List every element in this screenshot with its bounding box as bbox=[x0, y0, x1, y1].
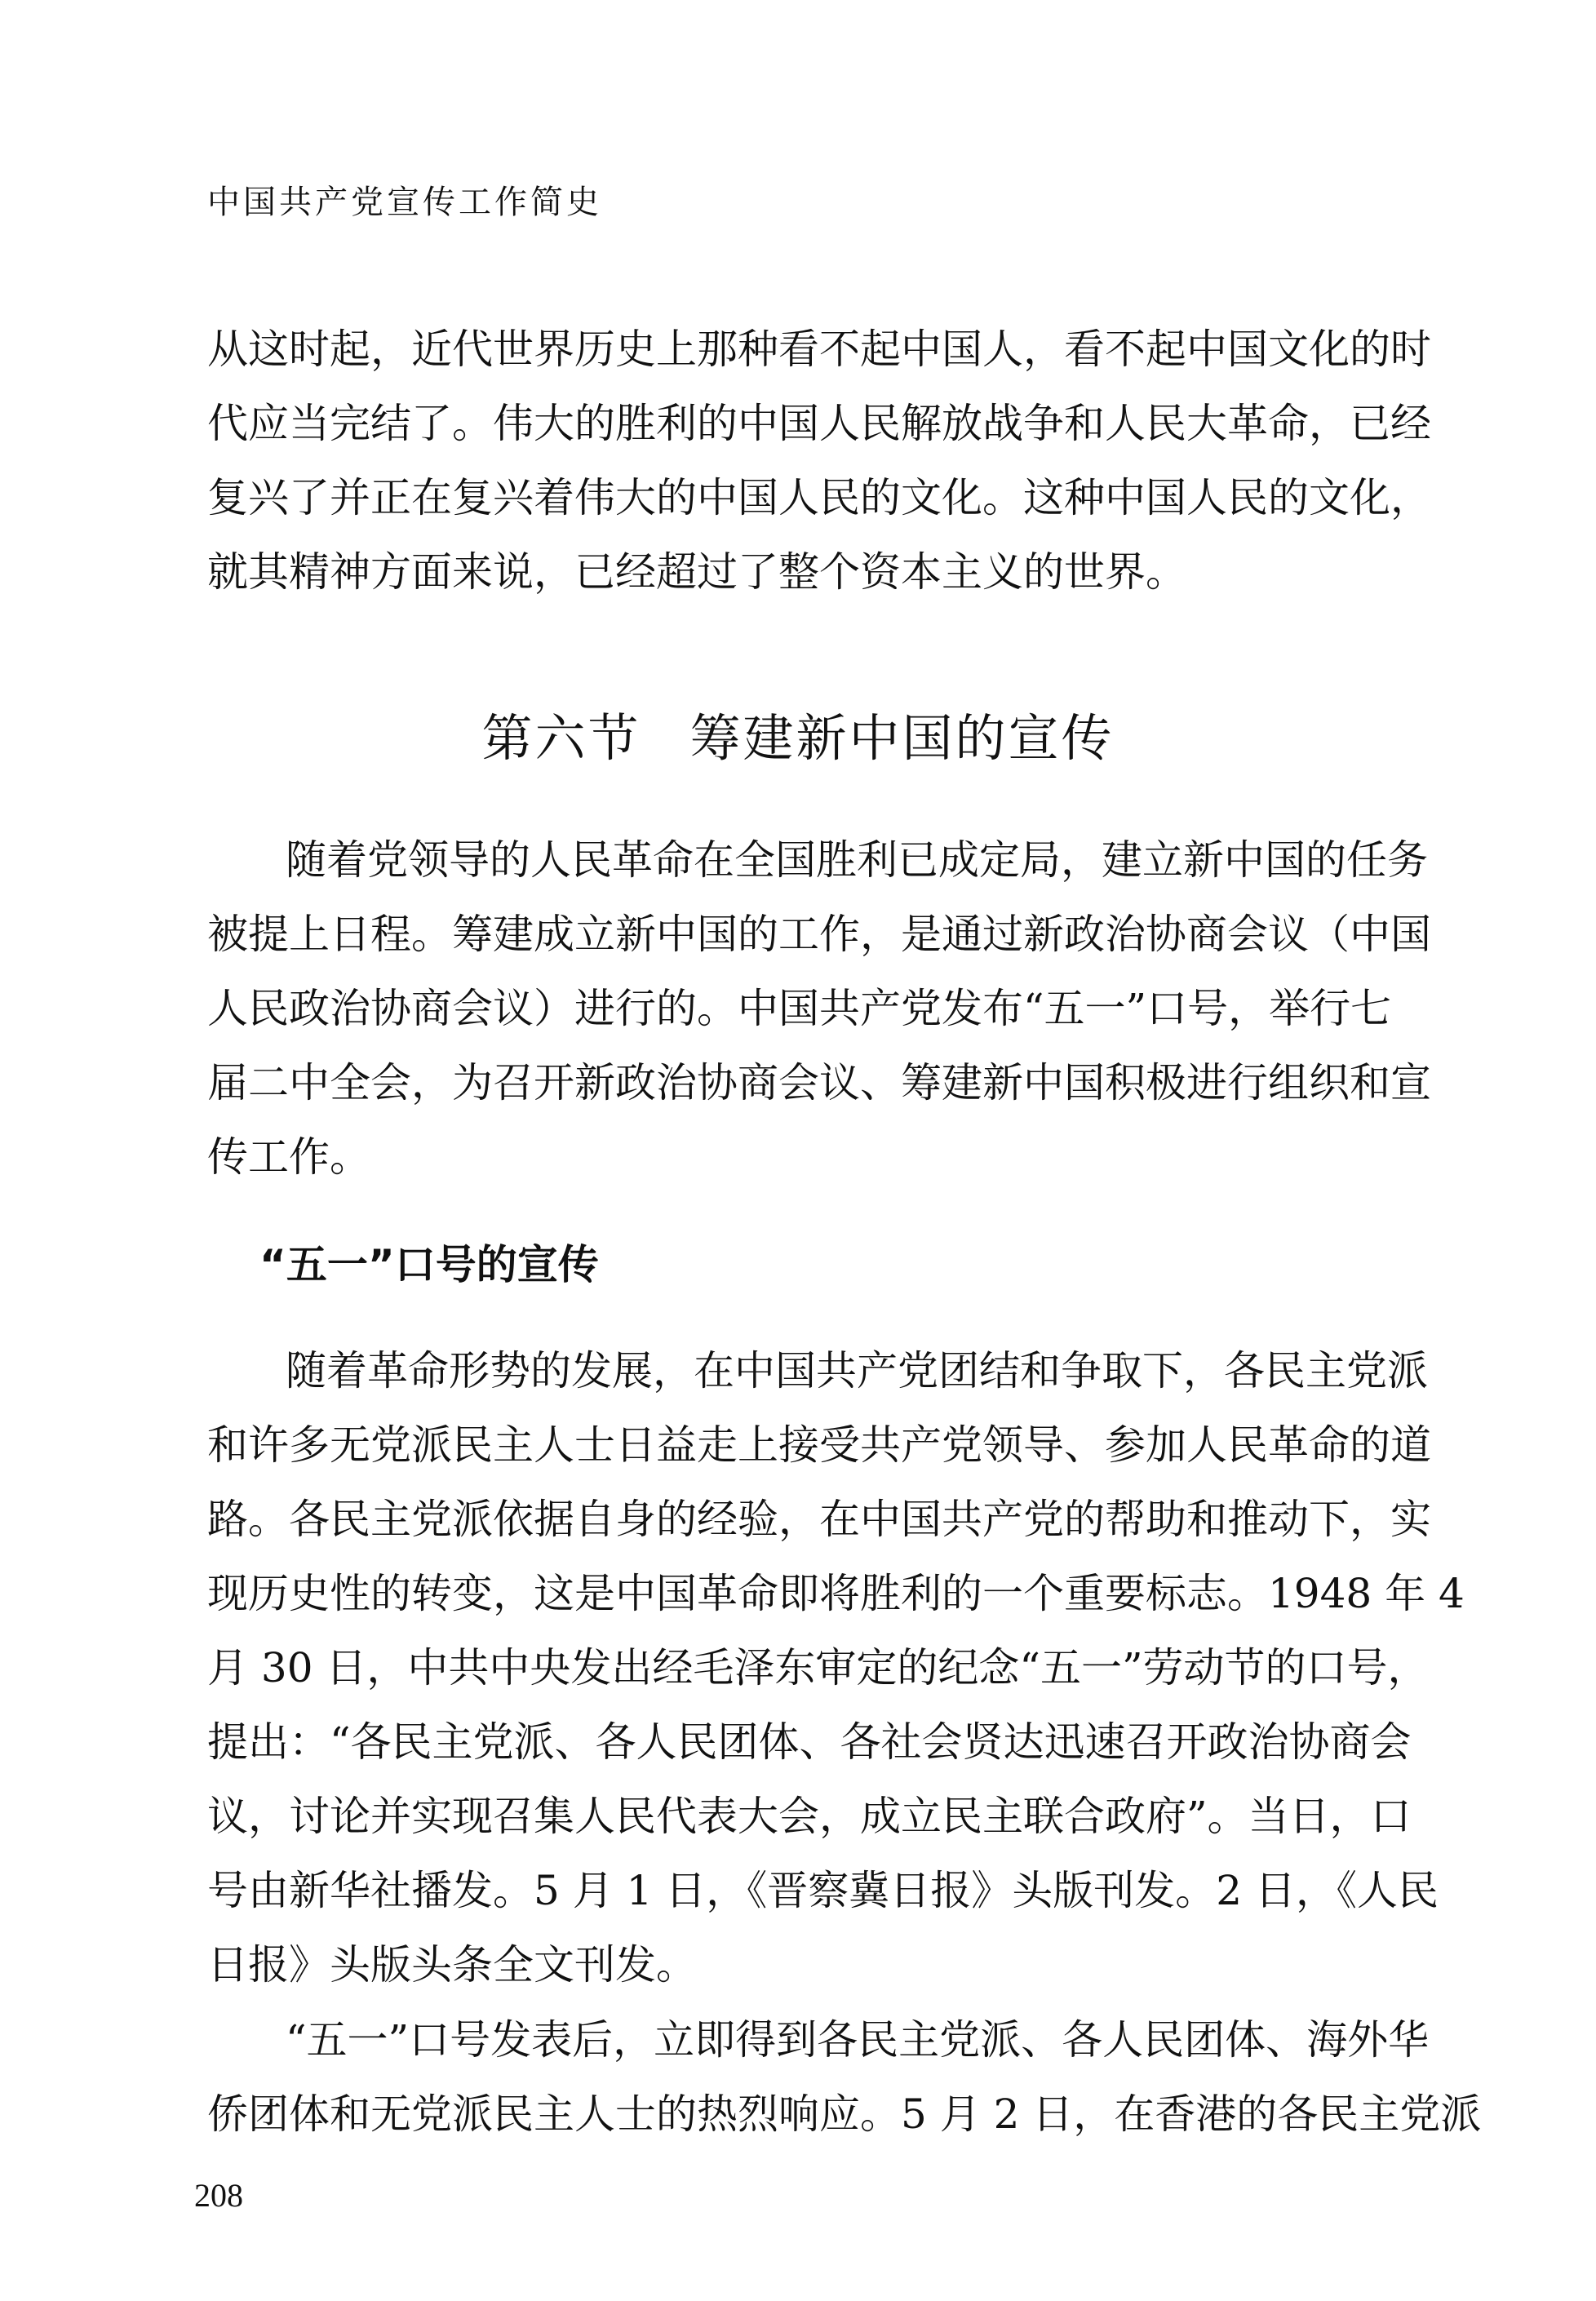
text-line: 随着党领导的人民革命在全国胜利已成定局，建立新中国的任务 bbox=[286, 836, 1428, 884]
text-line: 被提上日程。筹建成立新中国的工作，是通过新政治协商会议（中国 bbox=[207, 911, 1431, 958]
section-title: 筹建新中国的宣传 bbox=[689, 708, 1115, 768]
text-line: 从这时起，近代世界历史上那种看不起中国人，看不起中国文化的时 bbox=[207, 326, 1431, 373]
text-line: 人民政治协商会议）进行的。中国共产党发布“五一”口号，举行七 bbox=[207, 985, 1392, 1032]
text-line: 月 30 日，中共中央发出经毛泽东审定的纪念“五一”劳动节的口号， bbox=[207, 1644, 1429, 1691]
text-line: 提出：“各民主党派、各人民团体、各社会贤达迅速召开政治协商会 bbox=[207, 1718, 1412, 1766]
page-number: 208 bbox=[194, 2177, 243, 2214]
text-line: “五一”口号发表后，立即得到各民主党派、各人民团体、海外华 bbox=[286, 2016, 1430, 2064]
section-paragraph bbox=[207, 823, 1431, 1195]
text-line: 代应当完结了。伟大的胜利的中国人民解放战争和人民大革命，已经 bbox=[207, 400, 1431, 447]
text-line: 届二中全会，为召开新政治协商会议、筹建新中国积极进行组织和宣 bbox=[207, 1059, 1431, 1106]
text-line: 随着革命形势的发展，在中国共产党团结和争取下，各民主党派 bbox=[286, 1347, 1428, 1394]
section-heading bbox=[0, 702, 1596, 775]
text-line: 议，讨论并实现召集人民代表大会，成立民主联合政府”。当日，口 bbox=[207, 1793, 1412, 1840]
section-number: 第六节 bbox=[481, 708, 641, 768]
text-line: 就其精神方面来说，已经超过了整个资本主义的世界。 bbox=[207, 548, 1186, 596]
text-line: 现历史性的转变，这是中国革命即将胜利的一个重要标志。1948 年 4 bbox=[207, 1570, 1465, 1617]
wuyi-paragraph-2 bbox=[207, 2003, 1482, 2152]
intro-paragraph bbox=[207, 313, 1431, 610]
text-line: 号由新华社播发。5 月 1 日，《晋察冀日报》头版刊发。2 日，《人民 bbox=[207, 1867, 1439, 1914]
text-line: 日报》头版头条全文刊发。 bbox=[207, 1941, 697, 1988]
wuyi-paragraph-1 bbox=[207, 1334, 1465, 2002]
text-line: 路。各民主党派依据自身的经验，在中国共产党的帮助和推动下，实 bbox=[207, 1496, 1431, 1543]
running-head: 中国共产党宣传工作简史 bbox=[207, 184, 602, 221]
text-line: 传工作。 bbox=[207, 1133, 370, 1181]
text-line: 复兴了并正在复兴着伟大的中国人民的文化。这种中国人民的文化， bbox=[207, 474, 1431, 521]
subheading: “五一”口号的宣传 bbox=[259, 1241, 599, 1288]
text-line: 和许多无党派民主人士日益走上接受共产党领导、参加人民革命的道 bbox=[207, 1421, 1431, 1469]
text-line: 侨团体和无党派民主人士的热烈响应。5 月 2 日，在香港的各民主党派 bbox=[207, 2090, 1482, 2138]
